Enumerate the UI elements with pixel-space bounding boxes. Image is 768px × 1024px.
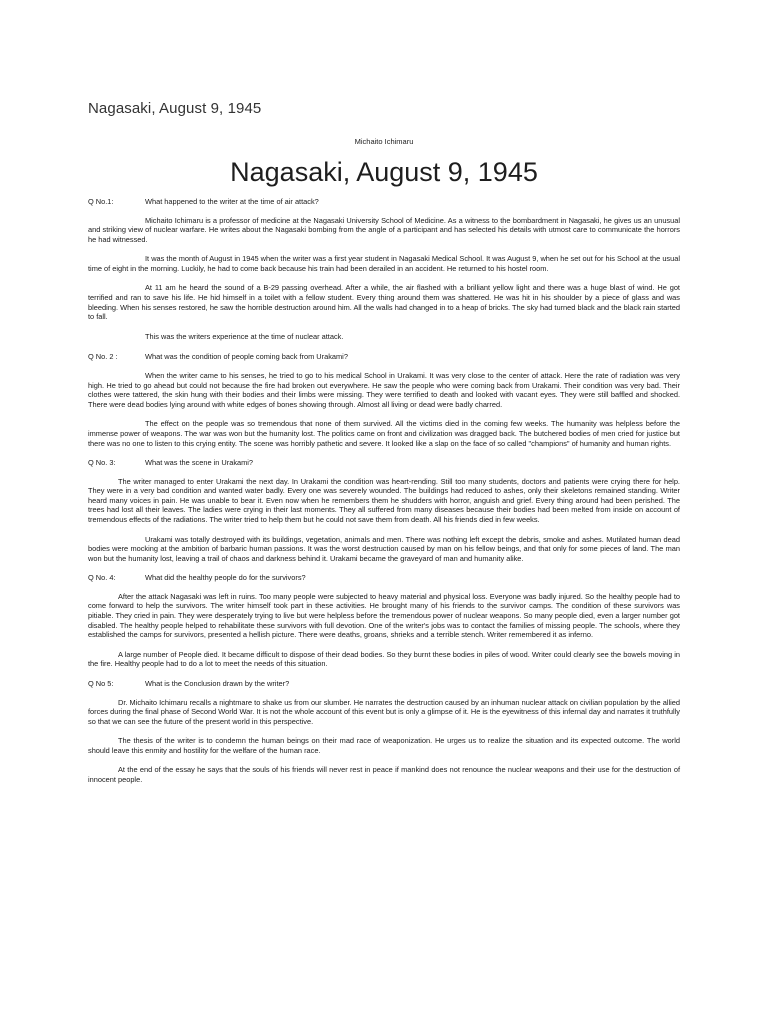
- question-text: What happened to the writer at the time of air attack?: [145, 197, 319, 206]
- question-number: Q No.1:: [88, 197, 114, 206]
- paragraph: A large number of People died. It became difficult to dispose of their dead bodies. So they burnt these bodies in piles of wood. Writer could clearly see the bowels moving in the fire. Healthy people had to do a lot to meet the needs of this situation.: [88, 649, 680, 669]
- paragraph: The effect on the people was so tremendous that none of them survived. All the victims died in the coming few weeks. The humanity was helpless before the immense power of weapons. The war was won but the humanity lost. The politics came on front and civilization was dragged back. The butchered bodies of men cried for justice but there was no one to listen to this crying entity. The scene was horribly pathetic and severe. It looked like a slap on the face of so called "champions" of humanity and human rights.: [88, 419, 680, 448]
- paragraph: At the end of the essay he says that the souls of his friends will never rest in peace if mankind does not renounce the nuclear weapons and their use for the destruction of innocent people.: [88, 765, 680, 785]
- question-5: [88, 679, 680, 689]
- question-4: [88, 573, 680, 583]
- question-text: What is the Conclusion drawn by the writer?: [145, 679, 290, 688]
- question-text: What did the healthy people do for the survivors?: [145, 573, 306, 583]
- paragraph: Dr. Michaito Ichimaru recalls a nightmare to shake us from our slumber. He narrates the destruction caused by an inhuman nuclear attack on civilian population by the allied forces during the final phase of Second World War. It is not the whole account of this event but is only a glimpse of it. He is the eyewitness of this infernal day and narrates it truthfully so that we can see the future of the present world in this perspective.: [88, 697, 680, 726]
- question-number: Q No. 2 :: [88, 352, 118, 362]
- paragraph: When the writer came to his senses, he tried to go to his medical School in Urakami. It was very close to the center of attack. Here the rate of radiation was very high. He tried to go ahead but could not because the fire had broken out everywhere. He saw the people who were coming back from Urakami. Their condition was very bad. Their clothes were tattered, the skin hung with their bodies and their limbs were missing. They were terrified to death and looked with vacant eyes. They were still baffled and shocked. There were dead bodies lying around with white edges of bones showing through. Almost all living or dead were badly charred.: [88, 370, 680, 409]
- paragraph: At 11 am he heard the sound of a B-29 passing overhead. After a while, the air flashed with a brilliant yellow light and there was a huge blast of wind. He got terrified and ran to save his life. He hid himself in a toilet with a fellow student. Every thing around them was shattered. He was hit in his shoulder by a piece of glass and was bleeding. When his senses restored, he saw the horrible destruction around him. All the walls had changed in to a heap of bricks. The sky had turned black and the black rain started to fall.: [88, 283, 680, 322]
- document-content: [88, 137, 680, 795]
- question-number: Q No. 4:: [88, 573, 116, 583]
- question-3: [88, 458, 680, 468]
- document-title: Nagasaki, August 9, 1945: [230, 157, 538, 187]
- paragraph: The writer managed to enter Urakami the next day. In Urakami the condition was heart-rending. Still too many students, doctors and patients were crying there for help. They were in a very bad condition and wanted water badly. Every one was severely wounded. The buildings had reduced to ashes, only their skeletons remained standing. Writer heard many voices in pain. He was unable to bear it. Even now when he remembers them he shudders with horror, anguish and grief. Every thing around had been perished. The trees had lost all their leaves. The ladies were crying in their last moments. They all suffered from many diseases because their bodies had been melted from inside on account of tremendous effects of the radiations. The writer tried to help them but he could not save them from death. All his friends died in few weeks.: [88, 476, 680, 524]
- question-2: [88, 352, 680, 362]
- paragraph: Urakami was totally destroyed with its buildings, vegetation, animals and men. There was nothing left except the debris, smoke and ashes. Mutilated human dead bodies were mocking at the ambition of barbaric human passions. It was the worst destruction caused by man on his fellow beings, and that only for some pieces of land. The man won but the humanity lost, leaving a trail of chaos and darkness behind it. Urakami became the graveyard of man and humanity alike.: [88, 534, 680, 563]
- paragraph: Michaito Ichimaru is a professor of medicine at the Nagasaki University School of Medicine. As a witness to the bombardment in Nagasaki, he gives us an unusual and striking view of nuclear warfare. He writes about the Nagasaki bombing from the angle of a participant and has selected his details with utmost care to communicate the horrors he had witnessed.: [88, 215, 680, 244]
- question-1: [88, 197, 680, 207]
- question-text: What was the scene in Urakami?: [145, 458, 254, 468]
- paragraph: This was the writers experience at the time of nuclear attack.: [145, 331, 344, 341]
- paragraph: The thesis of the writer is to condemn the human beings on their mad race of weaponization. He urges us to realize the situation and its expected outcome. The world should leave this enmity and hostility for the welfare of the human race.: [88, 736, 680, 755]
- author-name: Michaito Ichimaru: [354, 137, 414, 146]
- question-number: Q No. 3:: [88, 458, 116, 468]
- document-header-title: Nagasaki, August 9, 1945: [88, 100, 262, 117]
- question-number: Q No 5:: [88, 679, 114, 688]
- paragraph: It was the month of August in 1945 when the writer was a first year student in Nagasaki Medical School. It was August 9, when he set out for his School at the usual time of eight in the morning. Luckily, he had to come back because his train had been derailed in an accident. He returned to his hostel room.: [88, 254, 680, 273]
- question-text: What was the condition of people coming back from Urakami?: [145, 352, 348, 362]
- paragraph: After the attack Nagasaki was left in ruins. Too many people were subjected to heavy material and physical loss. Everyone was badly injured. So the healthy people had to come forward to help the survivors. The writer himself took part in these activities. He brought many of his friends to the survivor camps. The condition of these survivors was pitiable. They cried in pain. They were desperately trying to live but were helpless before the tremendous power of nuclear weapons. So many people died, even a larger number got disabled. The healthy people helped to rehabilitate these survivors with full devotion. One of the writer's jobs was to contact the families of missing people. The schools, where they established the camps for survivors, presented a hellish picture. There were deaths, groans, shrieks and a terrible stench. Writer remembered it as inferno.: [88, 591, 680, 640]
